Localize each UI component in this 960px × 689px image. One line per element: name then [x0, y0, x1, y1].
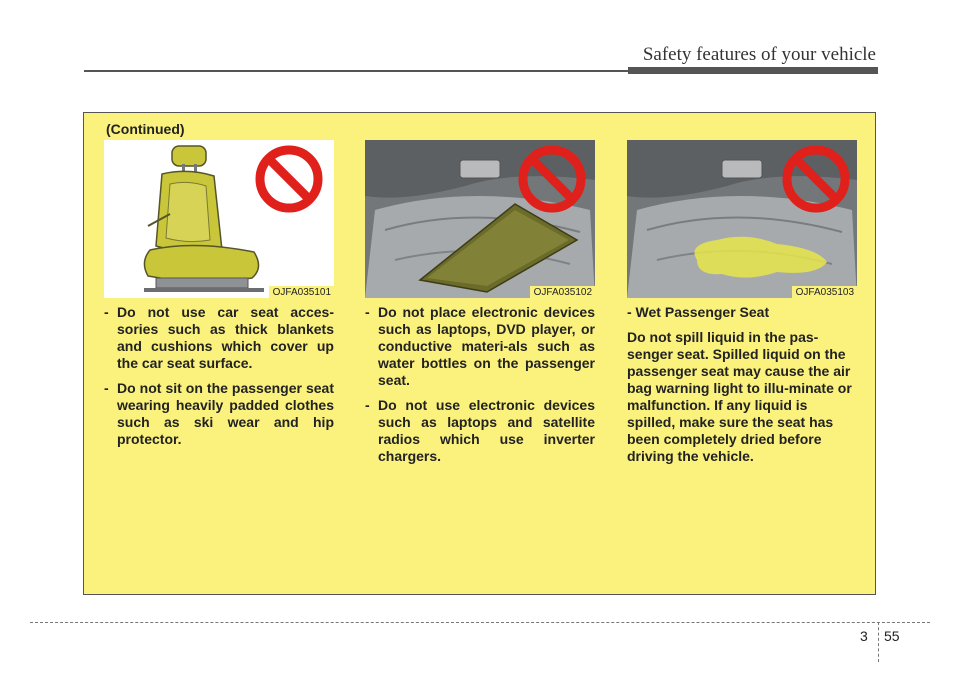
figure-code: OJFA035103 — [792, 286, 857, 298]
list-item: - Do not use car seat acces-sories such as thick blankets and cushions which cover up the car seat surface. — [104, 304, 334, 371]
figure-code: OJFA035101 — [269, 286, 334, 298]
column-seat-accessories — [104, 140, 334, 456]
page-number: 55 — [884, 628, 900, 644]
header-title: Safety features of your vehicle — [642, 44, 876, 65]
figure-laptop-on-seat — [365, 140, 595, 298]
figure-seat-accessories — [104, 140, 334, 298]
header-rule-accent — [628, 67, 878, 74]
safety-panel — [83, 112, 876, 595]
instruction-text — [627, 304, 857, 465]
prohibition-icon — [781, 144, 851, 214]
figure-code: OJFA035102 — [530, 286, 595, 298]
instruction-text — [104, 304, 334, 448]
list-item: - Do not use electronic devices such as laptops and satellite radios which use inverter chargers. — [365, 397, 595, 464]
list-item: - Do not sit on the passenger seat wearing heavily padded clothes such as ski wear and hip protector. — [104, 380, 334, 447]
prohibition-icon — [254, 144, 324, 214]
footer-rule — [30, 622, 930, 623]
header-rule — [84, 70, 628, 72]
list-item: - Do not place electronic devices such as laptops, DVD player, or conductive materi-als such as water bottles on the passenger seat. — [365, 304, 595, 388]
paragraph: Do not spill liquid in the pas-senger seat. Spilled liquid on the passenger seat may cause the air bag warning light to illu-minate or malfunction. If any liquid is spilled, make sure the seat has been completely dried before driving the vehicle. — [627, 329, 852, 464]
column-electronic-devices — [365, 140, 595, 473]
figure-wet-seat — [627, 140, 857, 298]
instruction-text — [365, 304, 595, 465]
prohibition-icon — [517, 144, 587, 214]
continued-label: (Continued) — [106, 121, 185, 137]
section-heading: - Wet Passenger Seat — [627, 304, 770, 320]
column-wet-seat — [627, 140, 857, 465]
page-divider — [878, 622, 879, 662]
chapter-number: 3 — [860, 628, 868, 644]
